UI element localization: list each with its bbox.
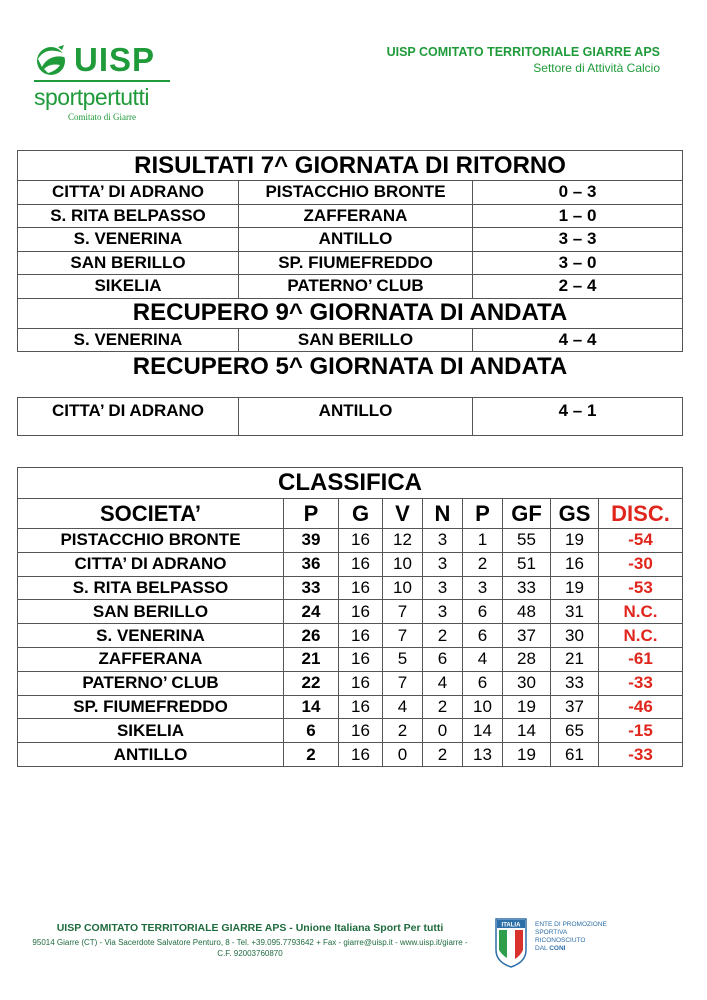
played: 16 bbox=[339, 624, 383, 648]
played: 16 bbox=[339, 671, 383, 695]
col-played: G bbox=[339, 499, 383, 529]
discipline: -46 bbox=[599, 695, 683, 719]
won: 4 bbox=[383, 695, 423, 719]
goals-for: 19 bbox=[503, 743, 551, 767]
away-team: ZAFFERANA bbox=[239, 204, 473, 228]
lost: 1 bbox=[463, 529, 503, 553]
match-score: 0 – 3 bbox=[473, 181, 683, 205]
col-goals-for: GF bbox=[503, 499, 551, 529]
team-name: SAN BERILLO bbox=[18, 600, 284, 624]
goals-against: 31 bbox=[551, 600, 599, 624]
drawn: 3 bbox=[423, 576, 463, 600]
recovery2-table bbox=[17, 397, 683, 436]
team-name: PISTACCHIO BRONTE bbox=[18, 529, 284, 553]
standings-header-row bbox=[18, 499, 683, 529]
goals-against: 33 bbox=[551, 671, 599, 695]
coni-badge bbox=[495, 918, 625, 970]
standings-row bbox=[18, 529, 683, 553]
away-team: SP. FIUMEFREDDO bbox=[239, 251, 473, 275]
won: 7 bbox=[383, 600, 423, 624]
results-title: RISULTATI 7^ GIORNATA DI RITORNO bbox=[18, 151, 683, 181]
match-row bbox=[18, 328, 683, 352]
match-row bbox=[18, 398, 683, 436]
match-row bbox=[18, 251, 683, 275]
lost: 3 bbox=[463, 576, 503, 600]
footer-address: 95014 Giarre (CT) - Via Sacerdote Salvatore Penturo, 8 - Tel. +39.095.7793642 + Fax - giarre@uisp.it - www.uisp.it/giarre - C.F. 92003760870 bbox=[32, 938, 468, 958]
played: 16 bbox=[339, 695, 383, 719]
points: 6 bbox=[284, 719, 339, 743]
col-won: V bbox=[383, 499, 423, 529]
drawn: 2 bbox=[423, 695, 463, 719]
team-name: SP. FIUMEFREDDO bbox=[18, 695, 284, 719]
col-drawn: N bbox=[423, 499, 463, 529]
drawn: 2 bbox=[423, 743, 463, 767]
standings-row bbox=[18, 576, 683, 600]
away-team: PISTACCHIO BRONTE bbox=[239, 181, 473, 205]
match-row bbox=[18, 181, 683, 205]
home-team: SAN BERILLO bbox=[18, 251, 239, 275]
standings-row bbox=[18, 624, 683, 648]
away-team: SAN BERILLO bbox=[239, 328, 473, 352]
discipline: N.C. bbox=[599, 624, 683, 648]
discipline: N.C. bbox=[599, 600, 683, 624]
discipline: -33 bbox=[599, 743, 683, 767]
team-name: CITTA’ DI ADRANO bbox=[18, 552, 284, 576]
drawn: 2 bbox=[423, 624, 463, 648]
played: 16 bbox=[339, 529, 383, 553]
goals-against: 16 bbox=[551, 552, 599, 576]
goals-against: 30 bbox=[551, 624, 599, 648]
team-name: S. VENERINA bbox=[18, 624, 284, 648]
away-team: ANTILLO bbox=[239, 228, 473, 252]
home-team: SIKELIA bbox=[18, 275, 239, 299]
played: 16 bbox=[339, 600, 383, 624]
won: 0 bbox=[383, 743, 423, 767]
standings-row bbox=[18, 647, 683, 671]
away-team: ANTILLO bbox=[239, 398, 473, 436]
team-name: ANTILLO bbox=[18, 743, 284, 767]
goals-against: 21 bbox=[551, 647, 599, 671]
points: 22 bbox=[284, 671, 339, 695]
lost: 10 bbox=[463, 695, 503, 719]
lost: 13 bbox=[463, 743, 503, 767]
played: 16 bbox=[339, 552, 383, 576]
goals-against: 19 bbox=[551, 529, 599, 553]
drawn: 3 bbox=[423, 552, 463, 576]
standings-row bbox=[18, 600, 683, 624]
coni-line4-bold: CONI bbox=[549, 945, 566, 952]
won: 12 bbox=[383, 529, 423, 553]
team-name: S. RITA BELPASSO bbox=[18, 576, 284, 600]
discipline: -53 bbox=[599, 576, 683, 600]
lost: 6 bbox=[463, 671, 503, 695]
won: 2 bbox=[383, 719, 423, 743]
standings-row bbox=[18, 719, 683, 743]
match-score: 2 – 4 bbox=[473, 275, 683, 299]
played: 16 bbox=[339, 576, 383, 600]
match-row bbox=[18, 275, 683, 299]
recovery1-title: RECUPERO 9^ GIORNATA DI ANDATA bbox=[18, 298, 683, 328]
drawn: 0 bbox=[423, 719, 463, 743]
goals-for: 28 bbox=[503, 647, 551, 671]
goals-for: 48 bbox=[503, 600, 551, 624]
logo-tagline: sportpertutti bbox=[34, 84, 149, 110]
points: 2 bbox=[284, 743, 339, 767]
home-team: S. VENERINA bbox=[18, 328, 239, 352]
col-lost: P bbox=[463, 499, 503, 529]
discipline: -61 bbox=[599, 647, 683, 671]
header-org-name: UISP COMITATO TERRITORIALE GIARRE APS bbox=[386, 45, 660, 59]
goals-for: 30 bbox=[503, 671, 551, 695]
lost: 6 bbox=[463, 600, 503, 624]
logo-uisp-text: UISP bbox=[74, 41, 156, 78]
goals-for: 19 bbox=[503, 695, 551, 719]
results-table bbox=[17, 150, 683, 382]
header-org-block bbox=[387, 44, 660, 76]
footer-org: UISP COMITATO TERRITORIALE GIARRE APS - Unione Italiana Sport Per tutti bbox=[56, 922, 444, 934]
goals-for: 55 bbox=[503, 529, 551, 553]
footer bbox=[30, 921, 470, 959]
match-row bbox=[18, 228, 683, 252]
standings-table bbox=[17, 467, 683, 767]
away-team: PATERNO’ CLUB bbox=[239, 275, 473, 299]
won: 7 bbox=[383, 624, 423, 648]
match-score: 1 – 0 bbox=[473, 204, 683, 228]
won: 10 bbox=[383, 576, 423, 600]
coni-line4 bbox=[535, 945, 607, 953]
points: 21 bbox=[284, 647, 339, 671]
team-name: ZAFFERANA bbox=[18, 647, 284, 671]
drawn: 4 bbox=[423, 671, 463, 695]
points: 14 bbox=[284, 695, 339, 719]
lost: 14 bbox=[463, 719, 503, 743]
points: 26 bbox=[284, 624, 339, 648]
coni-line1: ENTE DI PROMOZIONE bbox=[535, 921, 607, 928]
standings-row bbox=[18, 743, 683, 767]
standings-row bbox=[18, 695, 683, 719]
italia-shield-icon bbox=[495, 918, 527, 968]
coni-line3: RICONOSCIUTO bbox=[535, 937, 586, 944]
team-name: PATERNO’ CLUB bbox=[18, 671, 284, 695]
logo-committee: Comitato di Giarre bbox=[68, 112, 136, 122]
lost: 4 bbox=[463, 647, 503, 671]
standings-title: CLASSIFICA bbox=[18, 468, 683, 499]
recovery2-title: RECUPERO 5^ GIORNATA DI ANDATA bbox=[132, 352, 568, 380]
goals-for: 33 bbox=[503, 576, 551, 600]
lost: 6 bbox=[463, 624, 503, 648]
match-score: 3 – 0 bbox=[473, 251, 683, 275]
match-row bbox=[18, 204, 683, 228]
col-goals-against: GS bbox=[551, 499, 599, 529]
discipline: -54 bbox=[599, 529, 683, 553]
discipline: -30 bbox=[599, 552, 683, 576]
home-team: CITTA’ DI ADRANO bbox=[18, 398, 239, 436]
match-score: 4 – 4 bbox=[473, 328, 683, 352]
coni-line2: SPORTIVA bbox=[535, 929, 568, 936]
standings-row bbox=[18, 552, 683, 576]
header-sector: Settore di Attività Calcio bbox=[533, 61, 660, 75]
coni-text bbox=[535, 921, 607, 953]
discipline: -15 bbox=[599, 719, 683, 743]
coni-line4-prefix: DAL bbox=[535, 945, 548, 952]
goals-against: 37 bbox=[551, 695, 599, 719]
won: 5 bbox=[383, 647, 423, 671]
col-discipline: DISC. bbox=[599, 499, 683, 529]
goals-for: 14 bbox=[503, 719, 551, 743]
goals-against: 19 bbox=[551, 576, 599, 600]
team-name: SIKELIA bbox=[18, 719, 284, 743]
lost: 2 bbox=[463, 552, 503, 576]
points: 24 bbox=[284, 600, 339, 624]
home-team: CITTA’ DI ADRANO bbox=[18, 181, 239, 205]
home-team: S. RITA BELPASSO bbox=[18, 204, 239, 228]
won: 10 bbox=[383, 552, 423, 576]
coni-country: ITALIA bbox=[501, 922, 521, 929]
drawn: 6 bbox=[423, 647, 463, 671]
goals-for: 51 bbox=[503, 552, 551, 576]
points: 33 bbox=[284, 576, 339, 600]
played: 16 bbox=[339, 647, 383, 671]
won: 7 bbox=[383, 671, 423, 695]
col-team: SOCIETA’ bbox=[18, 499, 284, 529]
goals-for: 37 bbox=[503, 624, 551, 648]
points: 39 bbox=[284, 529, 339, 553]
uisp-runner-icon bbox=[32, 43, 72, 77]
discipline: -33 bbox=[599, 671, 683, 695]
played: 16 bbox=[339, 743, 383, 767]
home-team: S. VENERINA bbox=[18, 228, 239, 252]
match-score: 4 – 1 bbox=[473, 398, 683, 436]
standings-row bbox=[18, 671, 683, 695]
drawn: 3 bbox=[423, 529, 463, 553]
played: 16 bbox=[339, 719, 383, 743]
goals-against: 65 bbox=[551, 719, 599, 743]
drawn: 3 bbox=[423, 600, 463, 624]
match-score: 3 – 3 bbox=[473, 228, 683, 252]
col-points: P bbox=[284, 499, 339, 529]
uisp-logo bbox=[30, 40, 175, 125]
goals-against: 61 bbox=[551, 743, 599, 767]
points: 36 bbox=[284, 552, 339, 576]
